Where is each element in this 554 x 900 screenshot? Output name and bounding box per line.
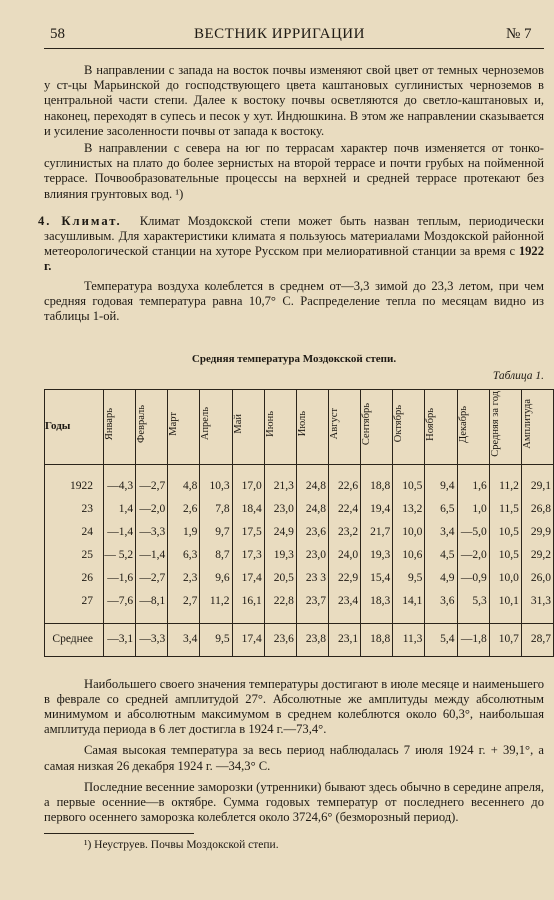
paragraph-amplitudes: Наибольшего своего значения температуры достигают в июле месяце и наименьшего в феврале со средней амплитудой 27°. Абсолютные же амплитуды между абсолютным минимумом и абсолютным максимумом в среднем колеблются около 60,3°, наибольшая амплитуда периода в 6 лет достигла в 1924 г.—73,4°. [44,676,544,737]
table-cell: 29,1 [521,464,553,498]
table-row [45,590,554,624]
table-cell-year: 26 [45,567,104,590]
table-cell: 9,7 [200,521,232,544]
table-cell: 29,2 [521,544,553,567]
table-cell-average: 28,7 [521,623,553,656]
table-cell-year: 27 [45,590,104,624]
table-cell: 14,1 [393,590,425,624]
table-cell: 11,2 [489,464,521,498]
table-cell: 23 3 [296,567,328,590]
table-cell: 3,6 [425,590,457,624]
table-cell: 8,7 [200,544,232,567]
table-cell-average: 18,8 [361,623,393,656]
table-cell: 10,5 [393,464,425,498]
table-cell: 26,8 [521,498,553,521]
header-annual-mean: Средняя за год [489,389,521,464]
table-cell: 2,7 [168,590,200,624]
paragraph-air-temperature: Температура воздуха колеблется в среднем от—3,3 зимой до 23,3 летом, при чем средняя годовая температура равна 10,7° С. Распределение тепла по месяцам видно из таблицы 1-ой. [44,278,544,324]
table-cell: 18,3 [361,590,393,624]
header-jun: Июнь [264,389,296,464]
table-cell: 6,5 [425,498,457,521]
table-cell: — 5,2 [104,544,136,567]
table-cell: 3,4 [425,521,457,544]
section-heading-climate: 4. Климат. [38,213,122,228]
paragraph-frosts: Последние весенние заморозки (утренники) бывают здесь обычно в середине апреля, а первые осенние—в октябре. Сумма годовых температур от последнего весеннего до первого осеннего заморозка колеблется около 3724,6° (безморозный период). [44,779,544,825]
paragraph-extremes: Самая высокая температура за весь период наблюдалась 7 июля 1924 г. + 39,1°, а самая низкая 26 декабря 1924 г. —34,3° С. [44,743,544,773]
table-cell: —1,6 [104,567,136,590]
table-cell: 11,5 [489,498,521,521]
table-cell: 29,9 [521,521,553,544]
table-row [45,544,554,567]
issue-number: № 7 [506,26,532,42]
table-cell: 21,7 [361,521,393,544]
table-title: Средняя температура Моздокской степи. [191,353,397,366]
table-cell: 15,4 [361,567,393,590]
header-nov: Ноябрь [425,389,457,464]
table-cell: 6,3 [168,544,200,567]
table-cell-average: 17,4 [232,623,264,656]
table-cell: 1,4 [104,498,136,521]
table-cell: 4,8 [168,464,200,498]
table-cell: 20,5 [264,567,296,590]
table-cell: 13,2 [393,498,425,521]
table-cell: 24,9 [264,521,296,544]
table-cell: —8,1 [136,590,168,624]
table-cell: 23,4 [328,590,360,624]
table-row [45,521,554,544]
table-cell: 9,4 [425,464,457,498]
table-row [45,567,554,590]
table-cell-average: 10,7 [489,623,521,656]
table-cell: 2,3 [168,567,200,590]
table-cell-year: 24 [45,521,104,544]
table-cell: 23,6 [296,521,328,544]
table-cell: 19,3 [361,544,393,567]
table-row [45,464,554,498]
table-cell: 21,3 [264,464,296,498]
table-cell: 22,6 [328,464,360,498]
table-cell: 23,7 [296,590,328,624]
table-cell: 19,3 [264,544,296,567]
climate-start-year: 1922 г. [44,244,544,274]
table-cell-average: —3,1 [104,623,136,656]
table-cell: —0,9 [457,567,489,590]
article-body [38,63,551,854]
table-cell: —2,0 [457,544,489,567]
table-cell: 10,1 [489,590,521,624]
table-cell: —3,3 [136,521,168,544]
header-jan: Январь [104,389,136,464]
paragraph-climate [38,213,544,275]
climate-text: Климат Моздокской степи может быть назван теплым, периодически засушливым. Для характеристики климата я пользуюсь материалами Моздокской районной метеорологической станции на хуторе Русском при мелиоративной станции за время с [44,213,544,259]
table-cell: 26,0 [521,567,553,590]
table-cell: 9,6 [200,567,232,590]
table-cell: 1,6 [457,464,489,498]
table-cell: 22,8 [264,590,296,624]
table-cell-average: 9,5 [200,623,232,656]
paragraph-soil-west-east: В направлении с запада на восток почвы изменяют свой цвет от темных черноземов у ст-цы Марьинской до господствующего цвета каштановых суглинистых черноземов в центральной части степи. Далее к востоку почвы осветляются до светло-каштановых и, наконец, переходят в супесь и песок у хут. Индюшкина. В этом же направлении сказывается и усиление засоленности почвы от запада к востоку. [44,63,544,138]
table-cell-average: 23,8 [296,623,328,656]
table-cell: 5,3 [457,590,489,624]
table-row-average [45,623,554,656]
page-header [44,24,544,49]
table-cell: 10,6 [393,544,425,567]
table-cell: 22,9 [328,567,360,590]
table-cell-average: —1,8 [457,623,489,656]
table-cell: 24,0 [328,544,360,567]
header-mar: Март [168,389,200,464]
header-apr: Апрель [200,389,232,464]
table-cell: 24,8 [296,498,328,521]
table-cell: 2,6 [168,498,200,521]
table-cell: 4,5 [425,544,457,567]
table-cell: 10,3 [200,464,232,498]
table-cell: 9,5 [393,567,425,590]
table-cell-average-label: Среднее [45,623,104,656]
table-cell: 17,5 [232,521,264,544]
table-cell: 10,0 [489,567,521,590]
table-cell: 31,3 [521,590,553,624]
table-cell: 17,0 [232,464,264,498]
page-number: 58 [50,26,65,42]
header-aug: Август [328,389,360,464]
table-cell: 10,5 [489,544,521,567]
table-cell: 18,8 [361,464,393,498]
header-may: Май [232,389,264,464]
table-cell-year: 1922 [45,464,104,498]
temperature-table [44,389,554,657]
table-cell: 10,0 [393,521,425,544]
table-cell: 17,4 [232,567,264,590]
table-cell: 11,2 [200,590,232,624]
table-cell: 1,9 [168,521,200,544]
table-cell: —2,0 [136,498,168,521]
table-cell: —5,0 [457,521,489,544]
table-cell: 1,0 [457,498,489,521]
table-header-row [45,389,554,464]
table-cell-average: —3,3 [136,623,168,656]
table-cell: 4,9 [425,567,457,590]
table-cell: 19,4 [361,498,393,521]
table-cell-average: 11,3 [393,623,425,656]
journal-title: ВЕСТНИК ИРРИГАЦИИ [194,26,365,42]
table-cell: 23,0 [264,498,296,521]
header-sep: Сентябрь [361,389,393,464]
table-cell: 10,5 [489,521,521,544]
table-cell-average: 3,4 [168,623,200,656]
table-cell: 24,8 [296,464,328,498]
header-amplitude: Амплитуда [521,389,553,464]
header-years: Годы [45,389,104,464]
table-cell: 18,4 [232,498,264,521]
table-cell: —1,4 [104,521,136,544]
table-cell: —2,7 [136,567,168,590]
table-cell: —1,4 [136,544,168,567]
table-cell: 16,1 [232,590,264,624]
table-cell: —2,7 [136,464,168,498]
table-cell-year: 23 [45,498,104,521]
header-dec: Декабрь [457,389,489,464]
footnote: ¹) Неуструев. Почвы Моздокской степи. [84,839,279,852]
table-row [45,498,554,521]
table-cell: 17,3 [232,544,264,567]
paragraph-soil-north-south: В направлении с севера на юг по террасам характер почв изменяется от тонко-суглинистых на плато до более зернистых на второй террасе и почти грубых на пойменной террасе. Почвообразовательные процессы на верхней и средней террасе протекают без влияния грунтовых вод. ¹) [44,141,544,201]
table-cell: —4,3 [104,464,136,498]
table-body [45,464,554,656]
table-cell-average: 5,4 [425,623,457,656]
header-jul: Июль [296,389,328,464]
table-cell-year: 25 [45,544,104,567]
header-oct: Октябрь [393,389,425,464]
table-cell: 7,8 [200,498,232,521]
footnote-rule [44,833,194,834]
table-cell: —7,6 [104,590,136,624]
table-cell-average: 23,6 [264,623,296,656]
table-cell: 23,2 [328,521,360,544]
table-cell: 23,0 [296,544,328,567]
header-feb: Февраль [136,389,168,464]
table-cell-average: 23,1 [328,623,360,656]
table-cell: 22,4 [328,498,360,521]
table-label: Таблица 1. [492,370,544,383]
